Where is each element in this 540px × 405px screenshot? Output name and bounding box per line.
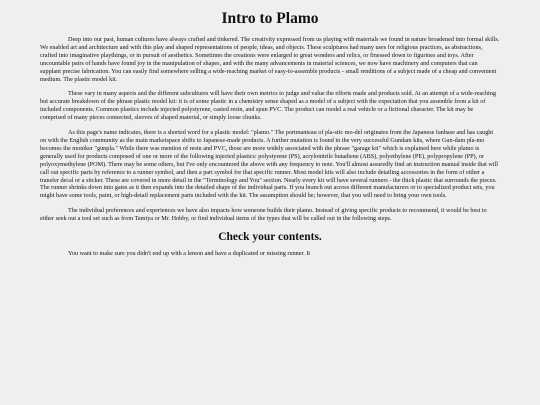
intro-paragraph-3: As this page's name indicates, there is a shorted word for a plastic model: "plamo." The portmanteau of pla-stic mo-del originates from the Japanese fanbase and has caught on with the English community as the main marketspace shifts to Japanese-made products. A further mutation is found in the very successful Gundam kits, where Gun-dam pla-mo becomes the moniker "gunpla." While there was mention of resin and PVC, those are more widely associated with the phrase "garage kit" which is explained here while plamo is generally used for products composed of one or more of the following injected plastics: polystyrene (PS), acrylonitrile butadiene (ABS), polyethylene (PE), polypropylene (PP), or polyoxymethylene (POM). There may be some others, but I've only encountered the above with any frequency to note. You'll almost assuredly find an instruction manual inside that will call out specific parts by reference to a runner symbol, and then a part symbol for that specific runner. Most model kits will also include detailing accessories in the form of either a transfer decal or a sticker. These are covered in more detail in the "Terminology and You" section. Nearly every kit will have several runners - the thick plastic that surrounds the pieces. The runner shrinks down into gates as it then expands into the detailed shape of the individual parts. If you branch out across different manufacturers or to specialized product sets, you might have some tools, paint, or high-detail replacement parts included with the kit. The assumption should be; however, that you will need to bring your own tools. [40,129,498,200]
section-paragraph: You want to make sure you didn't end up with a lemon and have a duplicated or missing runner. It [68,250,311,258]
section-heading: Check your contents. [218,231,322,244]
page-title: Intro to Plamo [221,10,319,27]
intro-paragraph-2: These vary in many aspects and the different subcultures will have their own metrics to judge and value the efforts made and products sold. At an attempt of a wide-reaching but accurate breakdown of the phrase plastic model kit: it is of some plastic in a chemistry sense shaped as a model of a subject with the expectation that you assemble from a kit of included components. Common plastics include injected polystyrene, casted resin, and spun PVC. The product can model a real vehicle or a fictional character. The kit may be comprised of many pieces connected, sleeves of shaped material, or simply loose chunks. [40,90,496,122]
intro-paragraph-4: The individual preferences and experiences we have also impacts how someone builds their plamo. Instead of giving specific products to recommend, it would be best to either seek out a tool set such as from Tamiya or Mr. Hobby, or find individual items of the types that will be called out in the following steps. [40,207,487,223]
intro-paragraph-1: Deep into our past, human cultures have always crafted and tinkered. The creativity expressed from us playing with materials we found in nature broadened into formal skills. We enabled art and architecture and with this play and shaped representations of people, ideas, and objects. These sculptures had many uses for religious practices, as abstractions, crafted into imaginative playthings, or in pursuit of aesthetics. Sometimes the creations were enlarged to great wonders and relics, or finessed down to figurines and toys. After uncountable pairs of hands have found joy in the manipulation of shapes, and with the many advancements in material sciences, we now have machinery and computers that can supplant precise fabrication. You can easily find somewhere selling a wide-reaching market of easy-to-assemble products - small renditions of a subject made of a cheap and convenient medium. The plastic model kit. [40,36,500,83]
